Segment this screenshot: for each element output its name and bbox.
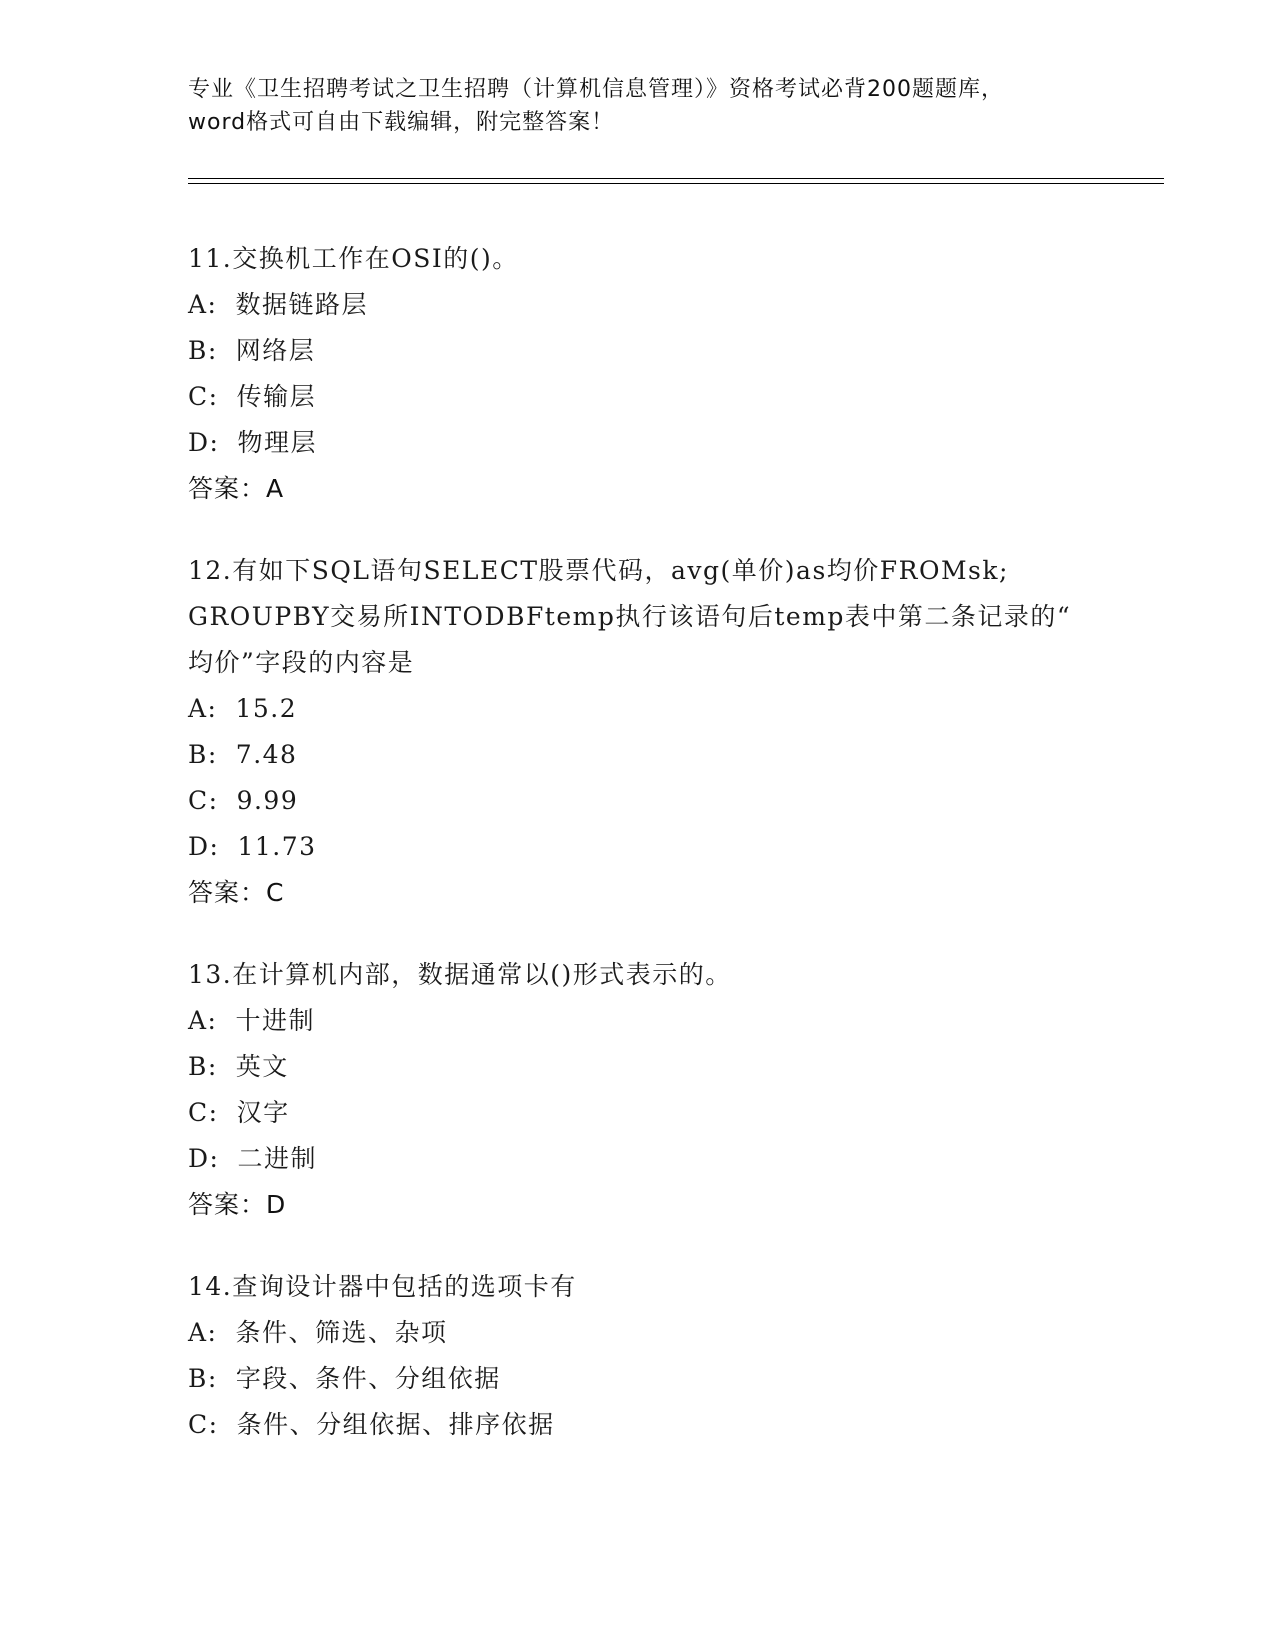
option-b [188,732,1088,778]
question-stem: 均价”字段的内容是 [188,648,415,677]
option-text: 传输层 [236,382,317,411]
option-key: D: [188,832,220,861]
option-text: 15.2 [235,694,298,723]
option-c [188,778,1088,824]
option-a [188,998,1088,1044]
option-d [188,824,1088,870]
answer-line: 答案：C [188,878,285,907]
question-stem: 13.在计算机内部，数据通常以()形式表示的。 [188,960,732,989]
option-b [188,328,1088,374]
option-key: B: [188,1364,218,1393]
question-14 [188,1264,1088,1448]
option-text: 11.73 [237,832,317,861]
option-text: 汉字 [236,1098,290,1127]
option-text: 数据链路层 [235,290,368,319]
option-text: 字段、条件、分组依据 [235,1364,501,1393]
option-c [188,374,1088,420]
option-key: C: [188,382,219,411]
option-key: B: [188,1052,218,1081]
option-key: A: [188,694,218,723]
option-key: A: [188,290,218,319]
option-key: B: [188,336,218,365]
option-key: A: [188,1006,218,1035]
option-text: 二进制 [237,1144,317,1173]
document-header [188,73,1088,139]
option-a [188,282,1088,328]
option-text: 十进制 [235,1006,315,1035]
option-d [188,420,1088,466]
question-stem: 12.有如下SQL语句SELECT股票代码，avg(单价)as均价FROMsk; [188,556,1009,585]
option-a [188,686,1088,732]
question-11 [188,236,1088,512]
option-text: 条件、分组依据、排序依据 [236,1410,555,1439]
answer-line: 答案：D [188,1190,287,1219]
question-stem: GROUPBY交易所INTODBFtemp执行该语句后temp表中第二条记录的“ [188,602,1072,631]
question-13 [188,952,1088,1228]
option-key: C: [188,786,219,815]
option-text: 7.48 [235,740,298,769]
question-list [188,236,1088,1484]
option-key: C: [188,1098,219,1127]
option-text: 网络层 [235,336,316,365]
option-key: D: [188,428,220,457]
answer-line: 答案：A [188,474,285,503]
option-text: 物理层 [237,428,317,457]
option-text: 英文 [235,1052,289,1081]
option-c [188,1402,1088,1448]
option-key: C: [188,1410,219,1439]
question-stem: 14.查询设计器中包括的选项卡有 [188,1272,577,1301]
question-12 [188,548,1088,916]
header-line-2: word格式可自由下载编辑，附完整答案！ [188,110,615,135]
option-b [188,1356,1088,1402]
header-divider-bottom [188,183,1164,184]
question-stem: 11.交换机工作在OSI的()。 [188,244,519,273]
option-a [188,1310,1088,1356]
option-b [188,1044,1088,1090]
option-key: B: [188,740,218,769]
header-divider-top [188,178,1164,179]
option-d [188,1136,1088,1182]
header-line-1: 专业《卫生招聘考试之卫生招聘（计算机信息管理）》资格考试必背200题题库， [188,77,1004,102]
option-text: 条件、筛选、杂项 [235,1318,448,1347]
option-text: 9.99 [236,786,299,815]
option-key: A: [188,1318,218,1347]
option-key: D: [188,1144,220,1173]
option-c [188,1090,1088,1136]
